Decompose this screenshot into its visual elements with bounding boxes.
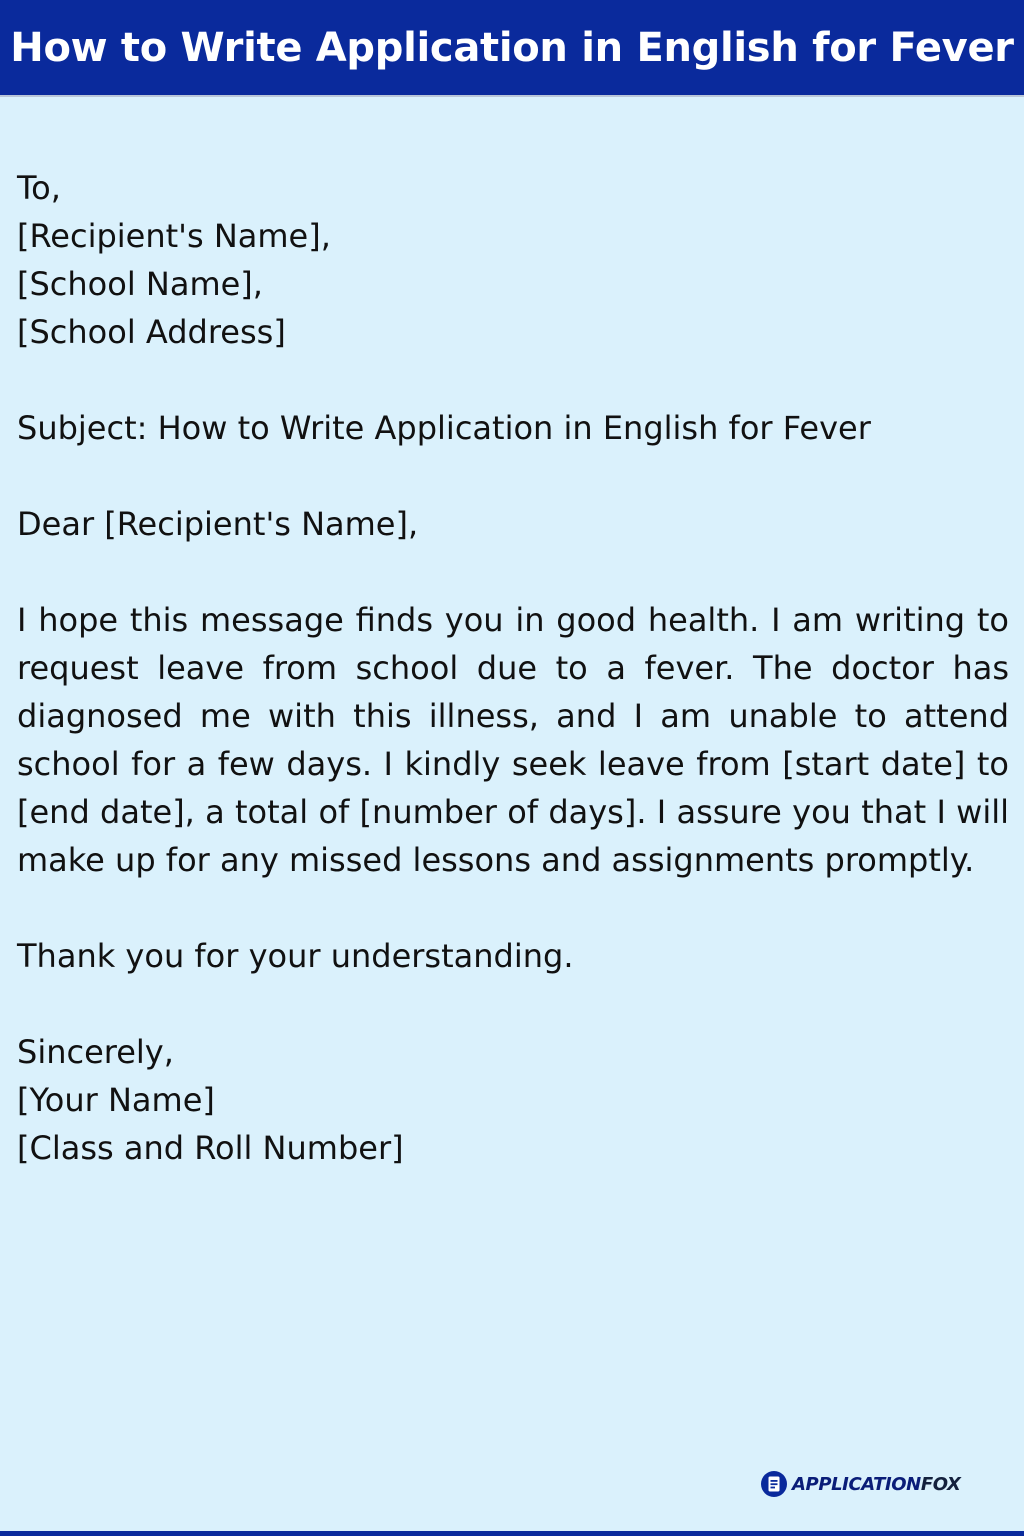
letter-body <box>17 164 1009 1172</box>
signature-line: [Your Name] <box>17 1081 215 1119</box>
bottom-border <box>0 1531 1024 1536</box>
brand-name-part2: FOX <box>920 1473 961 1495</box>
closing: Sincerely, <box>17 1033 174 1071</box>
address-line: [School Name], <box>17 265 263 303</box>
salutation: Dear [Recipient's Name], <box>17 505 419 543</box>
body-paragraph: I hope this message finds you in good health. I am writing to request leave from school due to a fever. The doctor has diagnosed me with this illness, and I am unable to attend school for a few days. I kindly seek leave from [start date] to [end date], a total of [number of days]. I assure you that I will make up for any missed lessons and assignments promptly. <box>17 601 1009 879</box>
brand-logo <box>760 1468 960 1500</box>
brand-name-part1: APPLICATION <box>792 1473 921 1495</box>
address-line: To, <box>17 169 61 207</box>
brand-name <box>792 1474 960 1495</box>
address-line: [Recipient's Name], <box>17 217 331 255</box>
signature-line: [Class and Roll Number] <box>17 1129 404 1167</box>
header-banner <box>0 0 1024 97</box>
page-title: How to Write Application in English for Fever <box>10 25 1014 71</box>
address-line: [School Address] <box>17 313 286 351</box>
document-logo-icon <box>760 1470 788 1498</box>
thanks-line: Thank you for your understanding. <box>17 937 574 975</box>
subject-line: Subject: How to Write Application in English for Fever <box>17 409 871 447</box>
